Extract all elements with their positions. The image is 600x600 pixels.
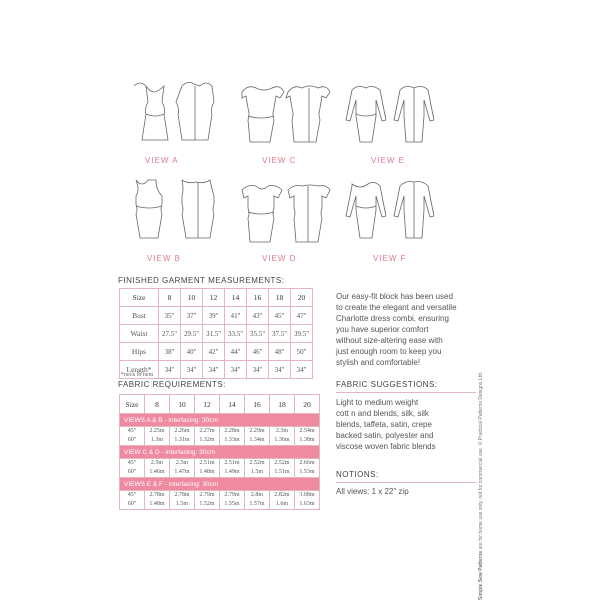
fabric-requirements-heading: FABRIC REQUIREMENTS:	[118, 380, 226, 389]
size-cell: 18	[270, 395, 295, 414]
table-cell: 34"	[225, 361, 247, 379]
description-line: Our easy-fit block has been used	[336, 292, 453, 301]
table-cell: 37.5"	[269, 325, 291, 343]
table-cell: 2.25m 1.3m	[145, 427, 170, 446]
size-cell: 18	[269, 289, 291, 307]
table-cell: 29.5"	[181, 325, 203, 343]
neck-to-hem-note: *neck to hem	[121, 372, 154, 378]
description-line: without size-altering ease with	[336, 336, 443, 345]
size-cell: 10	[170, 395, 195, 414]
table-cell: 41"	[225, 307, 247, 325]
table-cell: 27.5"	[159, 325, 181, 343]
table-row	[120, 427, 320, 446]
size-cell: 20	[291, 289, 313, 307]
dress-illustration-view-c	[236, 80, 336, 152]
view-label-e: VIEW E	[371, 156, 406, 165]
table-cell: 34"	[291, 361, 313, 379]
table-cell: 2.54m 1.38m	[295, 427, 320, 446]
view-label-b: VIEW B	[147, 254, 182, 263]
table-cell: 31.5"	[203, 325, 225, 343]
table-cell: 35"	[159, 307, 181, 325]
table-row	[120, 343, 313, 361]
table-row	[120, 395, 320, 414]
suggestion-line: viscose woven fabric blends	[336, 442, 436, 451]
description-line: to create the elegant and versatile	[336, 303, 457, 312]
row-label: Bust	[120, 307, 159, 325]
description-line: Charlotte dress combi, ensuring	[336, 314, 449, 323]
fabric-suggestions-heading: FABRIC SUGGESTIONS:	[336, 380, 438, 389]
description-line: stylish and comfortable!	[336, 358, 421, 367]
size-cell: 14	[220, 395, 245, 414]
description-line: you have superior comfort	[336, 325, 429, 334]
fabric-group-label: VIEWS A & B - interfacing: 30cm	[120, 414, 320, 427]
size-label: Size	[120, 395, 145, 414]
table-cell: 38"	[159, 343, 181, 361]
table-cell: 40"	[181, 343, 203, 361]
table-cell: 39.5"	[291, 325, 313, 343]
table-cell: 2.27m 1.32m	[195, 427, 220, 446]
table-cell: 45"	[269, 307, 291, 325]
table-cell: 2.82m 1.6m	[270, 491, 295, 510]
size-cell: 8	[145, 395, 170, 414]
table-cell: 34"	[203, 361, 225, 379]
table-cell: 33.5"	[225, 325, 247, 343]
suggestion-line: backed satin, polyester and	[336, 431, 434, 440]
table-cell: 2.8m 1.57m	[245, 491, 270, 510]
finished-measurements-table	[119, 288, 313, 379]
table-cell: 35.5"	[247, 325, 269, 343]
notions-text: All views: 1 x 22" zip	[336, 487, 409, 496]
table-cell: 2.79m 1.55m	[220, 491, 245, 510]
table-cell: 34"	[181, 361, 203, 379]
table-row	[120, 491, 320, 510]
suggestion-line: blends, taffeta, satin, crepe	[336, 420, 432, 429]
size-cell: 14	[225, 289, 247, 307]
row-label: Length*	[120, 361, 159, 379]
table-cell: 39"	[203, 307, 225, 325]
divider	[336, 392, 476, 393]
table-cell: 3.08m 1.63m	[295, 491, 320, 510]
table-cell: 2.5m 1.46m	[145, 459, 170, 478]
size-cell: 12	[203, 289, 225, 307]
table-cell: 2.52m 1.5m	[245, 459, 270, 478]
size-cell: 12	[195, 395, 220, 414]
size-cell: 16	[247, 289, 269, 307]
fabric-width-label: 45" 60"	[120, 491, 145, 510]
brand-name: Simple Sew Patterns	[478, 550, 484, 600]
table-cell: 50"	[291, 343, 313, 361]
dress-illustration-view-f	[342, 176, 442, 248]
table-cell: 43"	[247, 307, 269, 325]
table-cell: 2.51m 1.48m	[195, 459, 220, 478]
fabric-suggestions-text	[336, 397, 436, 452]
table-cell: 34"	[159, 361, 181, 379]
table-cell: 47"	[291, 307, 313, 325]
copyright-text: are for home use only, not for commercial use. © Practical Patterns Designs Ltd.	[478, 371, 484, 551]
size-cell: 16	[245, 395, 270, 414]
suggestion-line: cott n and blends, silk, silk	[336, 409, 429, 418]
table-cell: 2.78m 1.5m	[170, 491, 195, 510]
fabric-width-label: 45" 60"	[120, 427, 145, 446]
table-cell: 2.79m 1.52m	[195, 491, 220, 510]
table-cell: 48"	[269, 343, 291, 361]
table-cell: 34"	[247, 361, 269, 379]
table-cell: 2.52m 1.51m	[270, 459, 295, 478]
table-cell: 2.29m 1.34m	[245, 427, 270, 446]
fabric-group-band	[120, 478, 320, 491]
dress-illustration-view-e	[342, 80, 442, 152]
view-label-f: VIEW F	[373, 254, 407, 263]
table-cell: 2.78m 1.48m	[145, 491, 170, 510]
row-label: Waist	[120, 325, 159, 343]
table-cell: 2.51m 1.49m	[220, 459, 245, 478]
table-cell: 42"	[203, 343, 225, 361]
notions-heading: NOTIONS:	[336, 470, 379, 479]
view-label-d: VIEW D	[262, 254, 297, 263]
table-cell: 37"	[181, 307, 203, 325]
finished-measurements-heading: FINISHED GARMENT MEASUREMENTS:	[118, 276, 285, 285]
table-row	[120, 325, 313, 343]
dress-illustration-view-d	[236, 180, 336, 252]
size-cell: 20	[295, 395, 320, 414]
table-cell: 2.66m 1.53m	[295, 459, 320, 478]
description-line: just enough room to keep you	[336, 347, 442, 356]
table-cell: 34"	[269, 361, 291, 379]
dress-illustration-view-a	[126, 78, 226, 150]
fabric-group-band	[120, 414, 320, 427]
table-cell: 2.28m 1.33m	[220, 427, 245, 446]
description-text	[336, 291, 457, 368]
row-label: Hips	[120, 343, 159, 361]
fabric-width-label: 45" 60"	[120, 459, 145, 478]
table-cell: 2.26m 1.31m	[170, 427, 195, 446]
fabric-group-label: VIEWS E & F - interfacing: 30cm	[120, 478, 320, 491]
side-copyright	[478, 260, 484, 600]
view-label-c: VIEW C	[262, 156, 297, 165]
table-row	[120, 307, 313, 325]
table-cell: 2.3m 1.36m	[270, 427, 295, 446]
table-cell: 46"	[247, 343, 269, 361]
size-label: Size	[120, 289, 159, 307]
fabric-group-label: VIEW C & D - interfacing: 30cm	[120, 446, 320, 459]
size-cell: 8	[159, 289, 181, 307]
suggestion-line: Light to medium weight	[336, 398, 419, 407]
fabric-requirements-table	[119, 394, 320, 510]
table-cell: 44"	[225, 343, 247, 361]
table-row	[120, 289, 313, 307]
size-cell: 10	[181, 289, 203, 307]
divider	[336, 482, 476, 483]
fabric-group-band	[120, 446, 320, 459]
table-row	[120, 459, 320, 478]
table-cell: 2.5m 1.47m	[170, 459, 195, 478]
view-label-a: VIEW A	[145, 156, 179, 165]
dress-illustration-view-b	[126, 176, 226, 248]
